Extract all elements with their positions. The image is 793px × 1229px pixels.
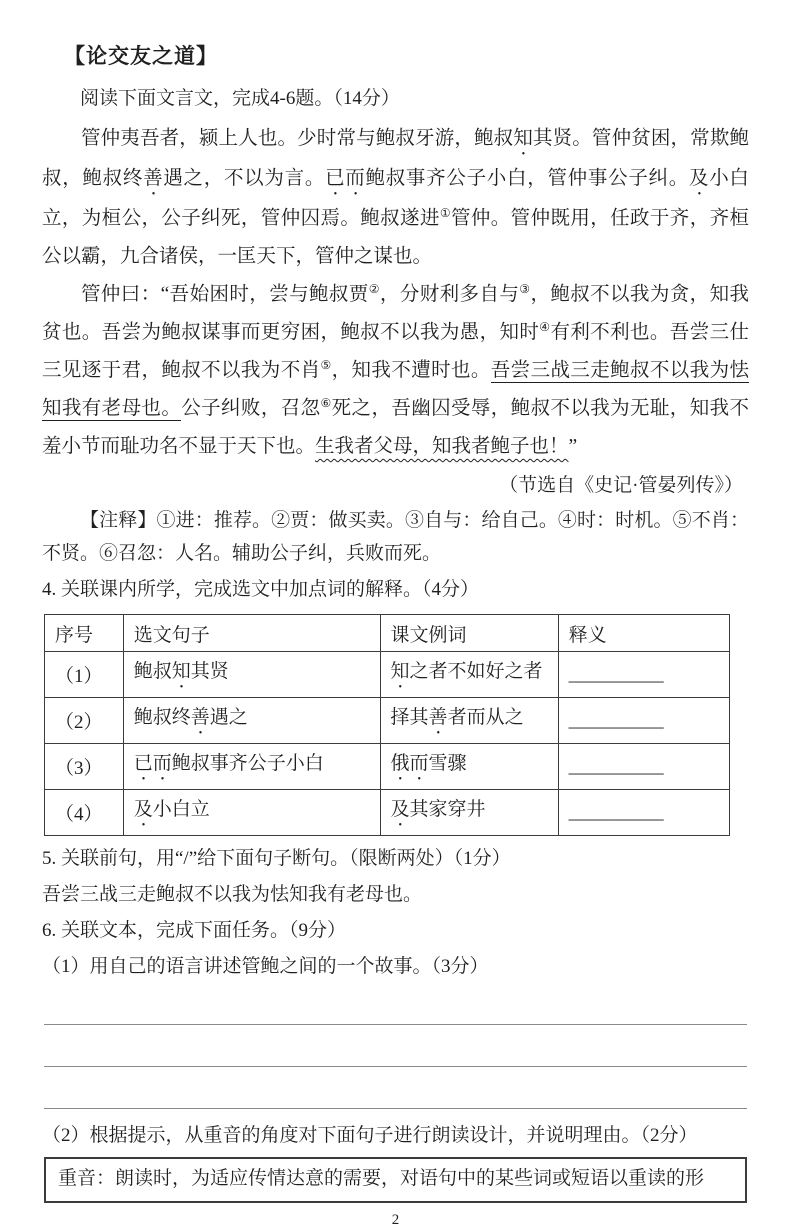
row-num: （1） bbox=[45, 652, 124, 698]
answer-blank: __________ bbox=[558, 652, 729, 698]
passage-paragraph-1: 管仲夷吾者，颍上人也。少时常与鲍叔牙游，鲍叔知其贤。管仲贫困，常欺鲍叔，鲍叔终善遇之，不以为言。已而鲍叔事齐公子小白，管仲事公子纠。及小白立，为桓公，公子纠死，管仲囚焉。鲍叔遂进①管仲。管仲既用，任政于齐，齐桓公以霸，九合诸侯，一匡天下，管仲之谋也。 bbox=[42, 128, 749, 267]
answer-line bbox=[44, 1025, 747, 1067]
question-6-sub1: （1）用自己的语言讲述管鲍之间的一个故事。（3分） bbox=[42, 956, 489, 977]
classical-passage bbox=[42, 120, 749, 466]
example-cell: 及其家穿井 bbox=[380, 790, 558, 836]
header-课文例词: 课文例词 bbox=[380, 615, 558, 652]
answer-blank: __________ bbox=[558, 698, 729, 744]
example-cell: 俄而雪骤 bbox=[380, 744, 558, 790]
header-选文句子: 选文句子 bbox=[123, 615, 380, 652]
source-attribution: （节选自《史记·管晏列传》） bbox=[499, 475, 743, 496]
table-header-row bbox=[45, 615, 730, 652]
answer-area bbox=[42, 983, 749, 1109]
question-5-sentence: 吾尝三战三走鲍叔不以我为怯知我有老母也。 bbox=[42, 884, 423, 905]
passage-paragraph-2: 管仲曰：“吾始困时，尝与鲍叔贾②，分财利多自与③，鲍叔不以我为贪，知我贫也。吾尝为鲍叔谋事而更穷困，鲍叔不以我为愚，知时④有利不利也。吾尝三仕三见逐于君，鲍叔不以我为不肖⑤，知我不遭时也。吾尝三战三走鲍叔不以我为怯知我有老母也。公子纠败，召忽⑥死之，吾幽囚受辱，鲍叔不以我为无耻，知我不羞小节而耻功名不显于天下也。生我者父母，知我者鲍子也！” bbox=[42, 282, 749, 457]
page-number: 2 bbox=[391, 1212, 400, 1228]
reading-instruction: 阅读下面文言文，完成4-6题。（14分） bbox=[80, 88, 400, 109]
excerpt-cell: 鲍叔知其贤 bbox=[123, 652, 380, 698]
stress-definition-box: 重音：朗读时，为适应传情达意的需要，对语句中的某些词或短语以重读的形 bbox=[44, 1157, 747, 1203]
answer-line bbox=[44, 983, 747, 1025]
row-num: （2） bbox=[45, 698, 124, 744]
answer-blank: __________ bbox=[558, 790, 729, 836]
table-row bbox=[45, 790, 730, 836]
row-num: （3） bbox=[45, 744, 124, 790]
annotation-notes: 【注释】①进：推荐。②贾：做买卖。③自与：给自己。④时：时机。⑤不肖：不贤。⑥召忽：人名。辅助公子纠，兵败而死。 bbox=[42, 510, 749, 564]
question-5: 5. 关联前句，用“/”给下面句子断句。（限断两处）（1分） bbox=[42, 848, 511, 869]
table-row bbox=[45, 698, 730, 744]
row-num: （4） bbox=[45, 790, 124, 836]
excerpt-cell: 及小白立 bbox=[123, 790, 380, 836]
excerpt-cell: 已而鲍叔事齐公子小白 bbox=[123, 744, 380, 790]
table-row bbox=[45, 652, 730, 698]
example-cell: 知之者不如好之者 bbox=[380, 652, 558, 698]
question-6: 6. 关联文本，完成下面任务。（9分） bbox=[42, 920, 347, 941]
answer-line bbox=[44, 1067, 747, 1109]
question-4: 4. 关联课内所学，完成选文中加点词的解释。（4分） bbox=[42, 579, 480, 600]
header-释义: 释义 bbox=[558, 615, 729, 652]
question-6-sub2: （2）根据提示，从重音的角度对下面句子进行朗读设计，并说明理由。（2分） bbox=[42, 1125, 698, 1146]
header-序号: 序号 bbox=[45, 615, 124, 652]
section-title: 【论交友之道】 bbox=[64, 44, 218, 68]
example-cell: 择其善者而从之 bbox=[380, 698, 558, 744]
word-explanation-table bbox=[44, 614, 730, 836]
table-row bbox=[45, 744, 730, 790]
excerpt-cell: 鲍叔终善遇之 bbox=[123, 698, 380, 744]
answer-blank: __________ bbox=[558, 744, 729, 790]
